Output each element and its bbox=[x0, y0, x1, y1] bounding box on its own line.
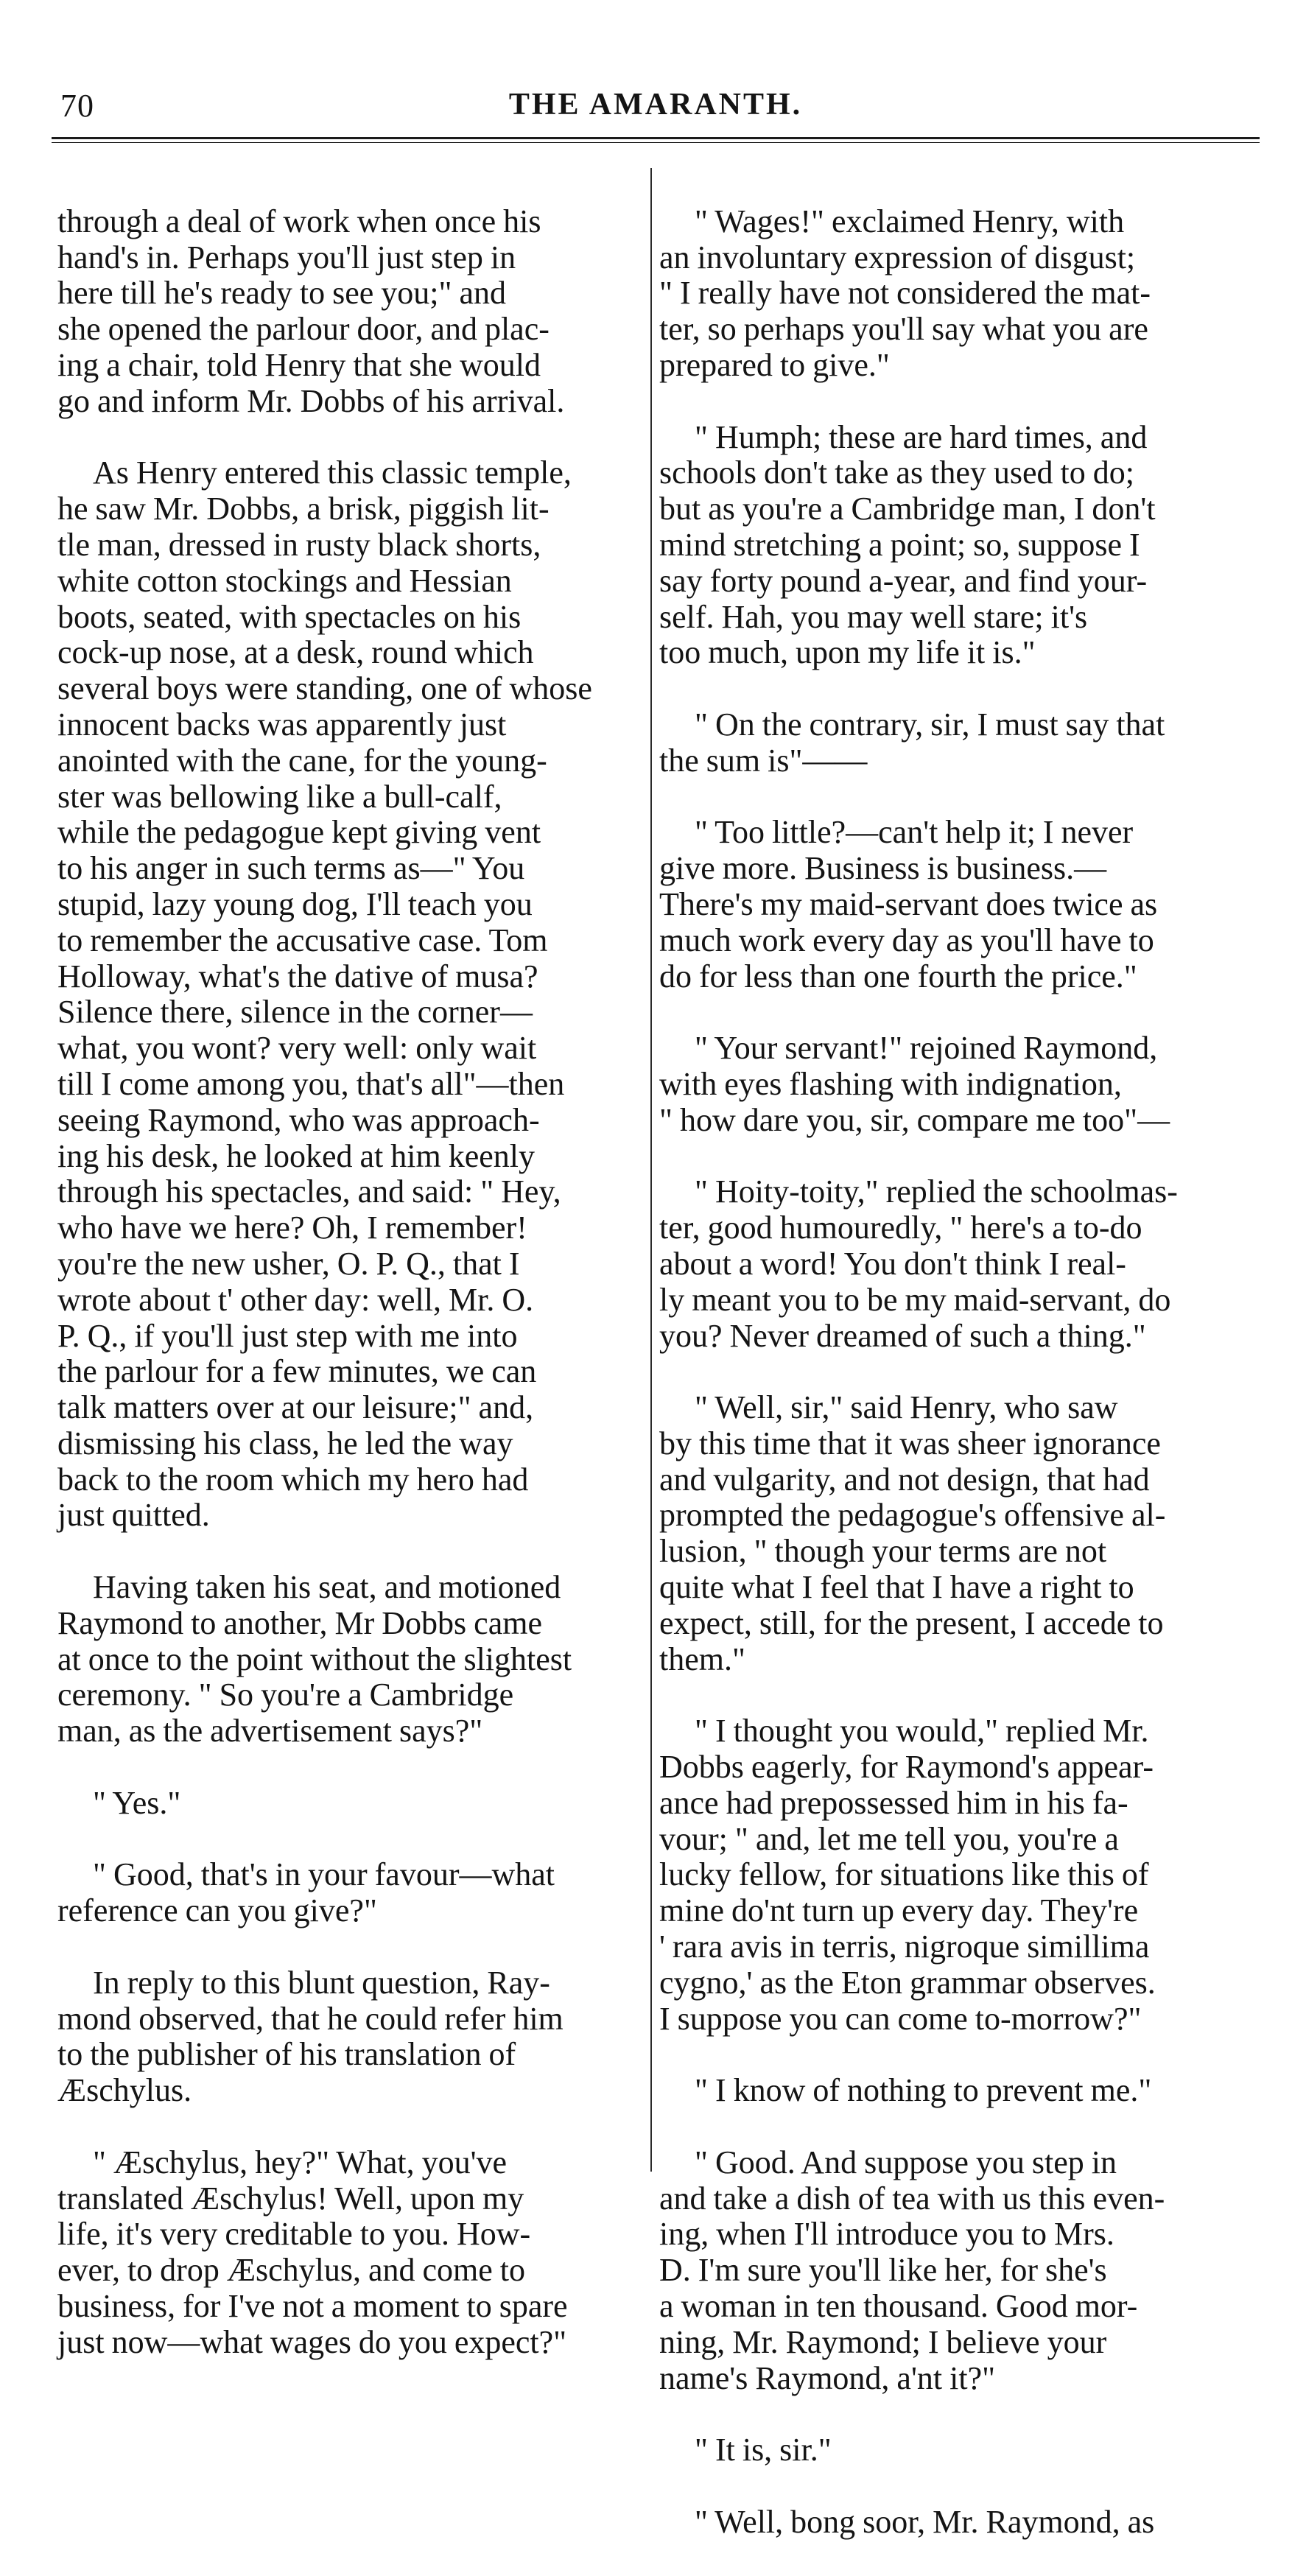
paragraph: " Wages!" exclaimed Henry, with an involuntary expression of disgust; " I really have not considered the mat- ter, so perhaps you'll say what you are prepared to give." bbox=[659, 203, 1151, 383]
paragraph: " On the contrary, sir, I must say that the sum is"—— bbox=[659, 706, 1165, 779]
paragraph: " It is, sir." bbox=[695, 2432, 832, 2468]
running-title: THE AMARANTH. bbox=[508, 88, 803, 122]
left-column bbox=[57, 168, 657, 2396]
paragraph: " Yes." bbox=[93, 1784, 181, 1821]
paragraph: In reply to this blunt question, Ray- mond observed, that he could refer him to the publisher of his translation of Æschylus. bbox=[57, 1964, 564, 2109]
paragraph: Having taken his seat, and motioned Raymond to another, Mr Dobbs came at once to the point without the slightest ceremony. " So you're a Cambridge man, as the advertisement says?" bbox=[57, 1569, 572, 1749]
paragraph: " I thought you would," replied Mr. Dobbs eagerly, for Raymond's appear- ance had prepossessed him in his fa- vour; " and, let me tell you, you're a lucky fellow, for situations like this of mine do'nt turn up every day. They're ' rara avis in terris, nigroque simillima cygno,' as the Eton grammar observes. I suppose you can come to-morrow?" bbox=[659, 1713, 1156, 2037]
right-column bbox=[659, 168, 1256, 2576]
paragraph: " Too little?—can't help it; I never give more. Business is business.— There's my maid-servant does twice as much work every day as you'll have to do for less than one fourth the price." bbox=[659, 814, 1158, 994]
paragraph: " Your servant!" rejoined Raymond, with eyes flashing with indignation, " how dare you, sir, compare me too"— bbox=[659, 1030, 1170, 1138]
header-rule bbox=[52, 137, 1260, 139]
paragraph: " Well, sir," said Henry, who saw by this time that it was sheer ignorance and vulgarity, and not design, that had prompted the pedagogue's offensive al- lusion, " though your terms are not quite what I feel that I have a right to expect, still, for the present, I accede to them." bbox=[659, 1389, 1166, 1677]
page-number: 70 bbox=[60, 88, 94, 124]
paragraph: " Hoity-toity," replied the schoolmas- ter, good humouredly, " here's a to-do about a word! You don't think I real- ly meant you to be my maid-servant, do you? Never dreamed of such a thing." bbox=[659, 1173, 1178, 1354]
paragraph: " Æschylus, hey?" What, you've translated Æschylus! Well, upon my life, it's very creditable to you. How- ever, to drop Æschylus, and come to business, for I've not a moment to spare just now—what wages do you expect?" bbox=[57, 2144, 568, 2360]
header-rule-thin bbox=[52, 142, 1260, 143]
paragraph: " Humph; these are hard times, and schools don't take as they used to do; but as you're a Cambridge man, I don't mind stretching a point; so, suppose I say forty pound a-year, and find your- self. Hah, you may well stare; it's too much, upon my life it is." bbox=[659, 418, 1156, 671]
paragraph: " I know of nothing to prevent me." bbox=[695, 2072, 1152, 2109]
page-header bbox=[52, 87, 1260, 138]
paragraph: As Henry entered this classic temple, he saw Mr. Dobbs, a brisk, piggish lit- tle man, dressed in rusty black shorts, white cotton stockings and Hessian boots, seated, with spectacles on his cock-up nose, at a desk, round which several boys were standing, one of whose innocent backs was apparently just anointed with the cane, for the young- ster was bellowing like a bull-calf, while the pedagogue kept giving vent to his anger in such terms as—" You stupid, lazy young dog, I'll teach you to remember the accusative case. Tom Holloway, what's the dative of musa? Silence there, silence in the corner— what, you wont? very well: only wait till I come among you, that's all"—then seeing Raymond, who was approach- ing his desk, he looked at him keenly through his spectacles, and said: " Hey, who have we here? Oh, I remember! you're the new usher, O. P. Q., that I wrote about t' other day: well, Mr. O. P. Q., if you'll just step with me into the parlour for a few minutes, we can talk matters over at our leisure;" and, dismissing his class, he led the way back to the room which my hero had just quitted. bbox=[57, 455, 592, 1534]
column-divider bbox=[650, 168, 652, 2172]
paragraph: through a deal of work when once his hand's in. Perhaps you'll just step in here till he's ready to see you;" and she opened the parlour door, and plac- ing a chair, told Henry that she would go and inform Mr. Dobbs of his arrival. bbox=[57, 203, 565, 419]
paragraph: " Well, bong soor, Mr. Raymond, as bbox=[695, 2503, 1155, 2540]
paragraph: " Good. And suppose you step in and take a dish of tea with us this even- ing, when I'll introduce you to Mrs. D. I'm sure you'll like her, for she's a woman in ten thousand. Good mor- ning, Mr. Raymond; I believe your name's Raymond, a'nt it?" bbox=[659, 2144, 1165, 2396]
paragraph: " Good, that's in your favour—what reference can you give?" bbox=[57, 1856, 555, 1929]
